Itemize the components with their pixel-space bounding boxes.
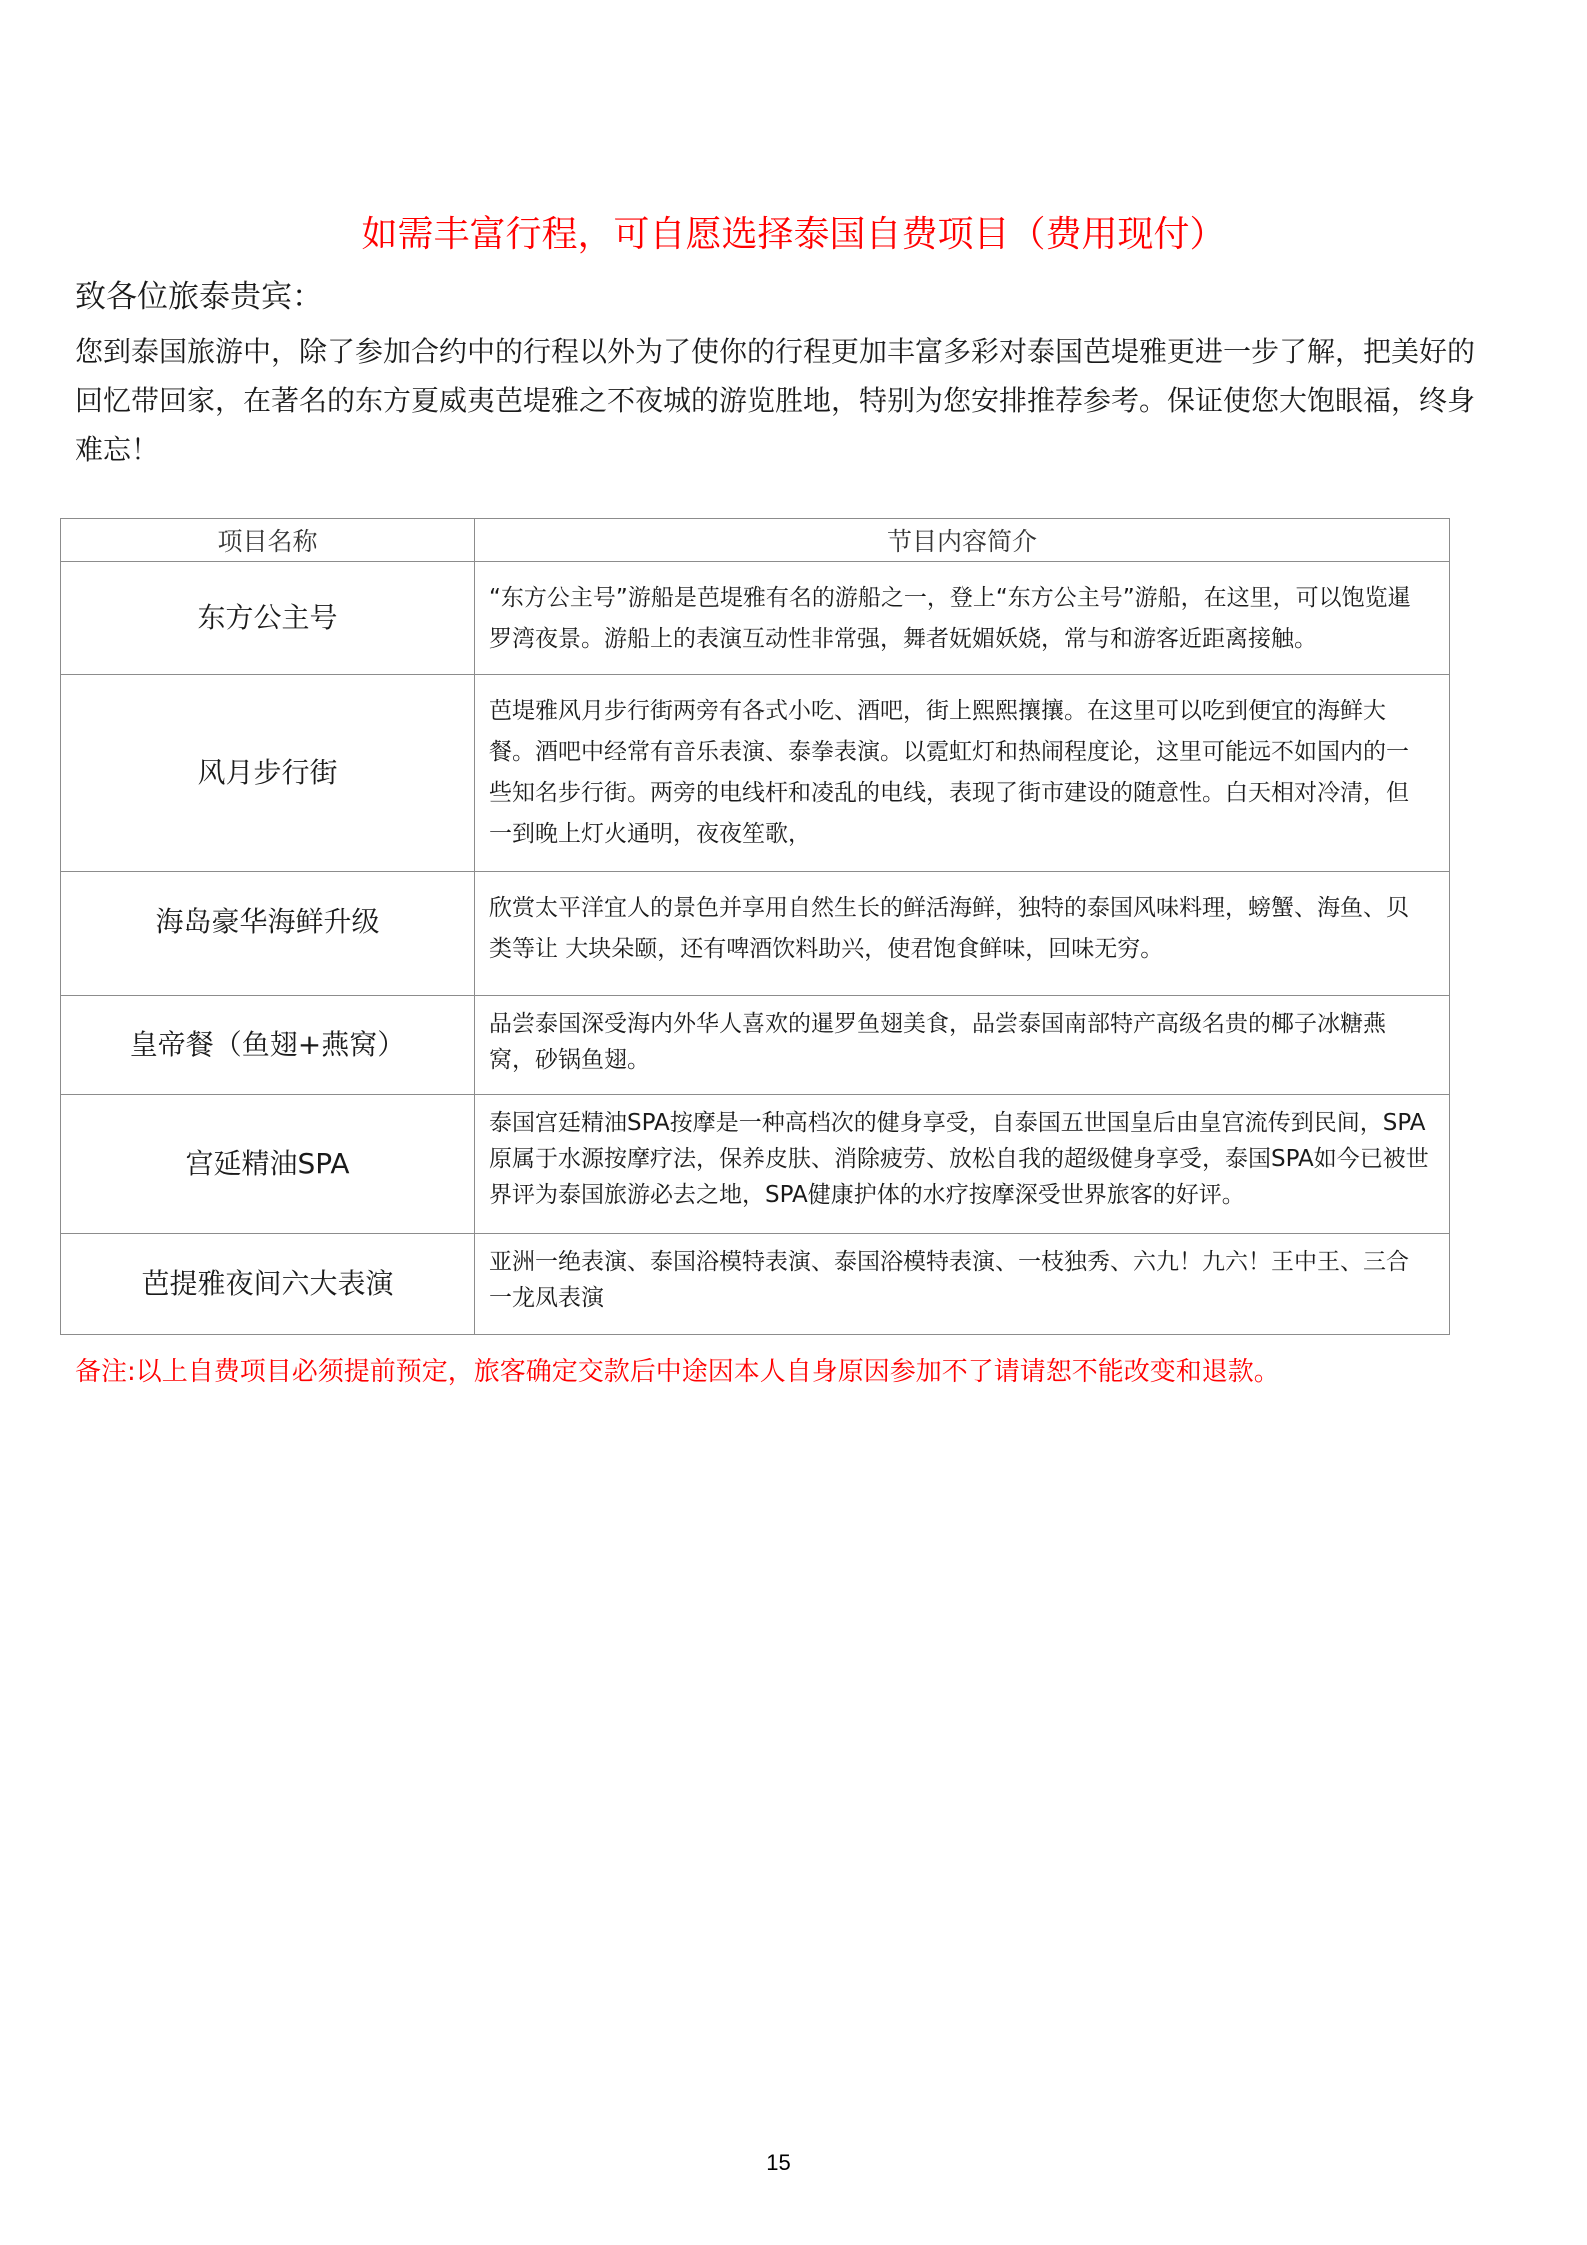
item-name: 芭提雅夜间六大表演 [61, 1234, 475, 1335]
page-title: 如需丰富行程，可自愿选择泰国自费项目（费用现付） [361, 214, 1226, 255]
column-header-name: 项目名称 [61, 519, 475, 562]
item-name: 东方公主号 [61, 562, 475, 675]
table-row [61, 1095, 1450, 1234]
note: 备注:以上自费项目必须提前预定，旅客确定交款后中途因本人自身原因参加不了请请恕不能改变和退款。 [75, 1357, 1280, 1387]
table-row [61, 872, 1450, 996]
greeting: 致各位旅泰贵宾： [75, 279, 323, 315]
item-name: 皇帝餐（鱼翅+燕窝） [61, 996, 475, 1095]
table-row [61, 675, 1450, 872]
item-description: 芭堤雅风月步行街两旁有各式小吃、酒吧，街上熙熙攘攘。在这里可以吃到便宜的海鲜大餐。酒吧中经常有音乐表演、泰拳表演。以霓虹灯和热闹程度论，这里可能远不如国内的一些知名步行街。两旁的电线杆和凌乱的电线，表现了街市建设的随意性。白天相对冷清，但一到晚上灯火通明，夜夜笙歌， [475, 675, 1450, 872]
item-name: 海岛豪华海鲜升级 [61, 872, 475, 996]
optional-tours-table [60, 518, 1450, 1335]
table-row [61, 1234, 1450, 1335]
table-header-row [61, 519, 1450, 562]
column-header-description: 节目内容简介 [475, 519, 1450, 562]
page-number: 15 [766, 2150, 791, 2175]
item-description: 欣赏太平洋宜人的景色并享用自然生长的鲜活海鲜，独特的泰国风味料理，螃蟹、海鱼、贝类等让 大块朵颐，还有啤酒饮料助兴，使君饱食鲜味，回味无穷。 [475, 872, 1450, 996]
item-name: 宫延精油SPA [61, 1095, 475, 1234]
intro-paragraph: 您到泰国旅游中，除了参加合约中的行程以外为了使你的行程更加丰富多彩对泰国芭堤雅更进一步了解，把美好的回忆带回家，在著名的东方夏威夷芭堤雅之不夜城的游览胜地，特别为您安排推荐参考。保证使您大饱眼福，终身难忘！ [75, 335, 1476, 466]
item-description: 泰国宫廷精油SPA按摩是一种高档次的健身享受，自泰国五世国皇后由皇宫流传到民间，SPA原属于水源按摩疗法，保养皮肤、消除疲劳、放松自我的超级健身享受，泰国SPA如今已被世界评为泰国旅游必去之地，SPA健康护体的水疗按摩深受世界旅客的好评。 [475, 1095, 1450, 1234]
item-description: 品尝泰国深受海内外华人喜欢的暹罗鱼翅美食，品尝泰国南部特产高级名贵的椰子冰糖燕窝，砂锅鱼翅。 [475, 996, 1450, 1095]
table-row [61, 996, 1450, 1095]
item-name: 风月步行街 [61, 675, 475, 872]
table-row [61, 562, 1450, 675]
item-description: 亚洲一绝表演、泰国浴模特表演、泰国浴模特表演、一枝独秀、六九！九六！王中王、三合一龙凤表演 [475, 1234, 1450, 1335]
item-description: “东方公主号”游船是芭堤雅有名的游船之一，登上“东方公主号”游船，在这里，可以饱览暹罗湾夜景。游船上的表演互动性非常强，舞者妩媚妖娆，常与和游客近距离接触。 [475, 562, 1450, 675]
